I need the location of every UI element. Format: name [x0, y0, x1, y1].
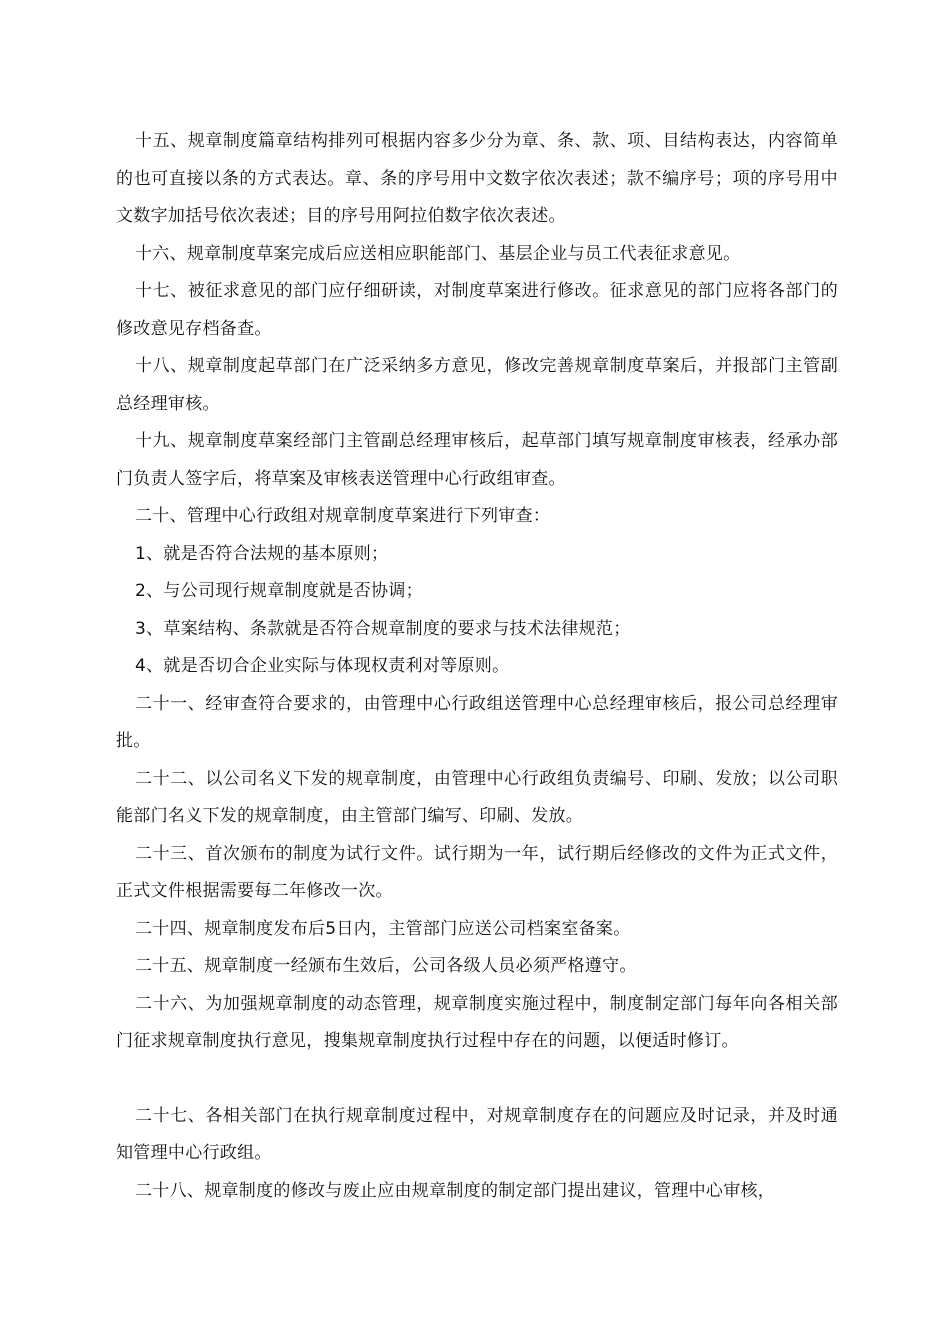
- article-26: 二十六、为加强规章制度的动态管理，规章制度实施过程中，制度制定部门每年向各相关部门征求规章制度执行意见，搜集规章制度执行过程中存在的问题，以便适时修订。: [116, 993, 838, 1051]
- article-16: 十六、规章制度草案完成后应送相应职能部门、基层企业与员工代表征求意见。: [135, 243, 741, 264]
- review-item-3: 3、草案结构、条款就是否符合规章制度的要求与技术法律规范；: [135, 618, 631, 639]
- review-item-2: 2、与公司现行规章制度就是否协调；: [135, 581, 423, 601]
- article-25: 二十五、规章制度一经颁布生效后，公司各级人员必须严格遵守。: [135, 956, 637, 976]
- article-23: 二十三、首次颁布的制度为试行文件。试行期为一年，试行期后经修改的文件为正式文件，正式文件根据需要每二年修改一次。: [116, 843, 838, 901]
- review-item-4: 4、就是否切合企业实际与体现权责利对等原则。: [135, 656, 510, 676]
- article-17: 十七、被征求意见的部门应仔细研读，对制度草案进行修改。征求意见的部门应将各部门的修改意见存档备查。: [116, 281, 838, 339]
- article-19: 十九、规章制度草案经部门主管副总经理审核后，起草部门填写规章制度审核表，经承办部门负责人签字后，将草案及审核表送管理中心行政组审查。: [116, 431, 838, 489]
- article-20: 二十、管理中心行政组对规章制度草案进行下列审查：: [135, 506, 551, 526]
- article-27: 二十七、各相关部门在执行规章制度过程中，对规章制度存在的问题应及时记录，并及时通知管理中心行政组。: [116, 1105, 838, 1163]
- article-21: 二十一、经审查符合要求的，由管理中心行政组送管理中心总经理审核后，报公司总经理审批。: [116, 693, 838, 751]
- document-body: [116, 123, 838, 1210]
- article-15: 十五、规章制度篇章结构排列可根据内容多少分为章、条、款、项、目结构表达，内容简单的也可直接以条的方式表达。章、条的序号用中文数字依次表述；款不编序号；项的序号用中文数字加括号依次表述；目的序号用阿拉伯数字依次表述。: [116, 131, 838, 226]
- article-24: 二十四、规章制度发布后5日内，主管部门应送公司档案室备案。: [135, 918, 631, 939]
- review-item-1: 1、就是否符合法规的基本原则；: [135, 543, 389, 564]
- article-18: 十八、规章制度起草部门在广泛采纳多方意见，修改完善规章制度草案后，并报部门主管副总经理审核。: [116, 356, 838, 414]
- article-28: 二十八、规章制度的修改与废止应由规章制度的制定部门提出建议，管理中心审核，: [135, 1180, 776, 1201]
- article-22: 二十二、以公司名义下发的规章制度，由管理中心行政组负责编号、印刷、发放；以公司职能部门名义下发的规章制度，由主管部门编写、印刷、发放。: [116, 768, 838, 826]
- blank-line: [116, 1061, 838, 1098]
